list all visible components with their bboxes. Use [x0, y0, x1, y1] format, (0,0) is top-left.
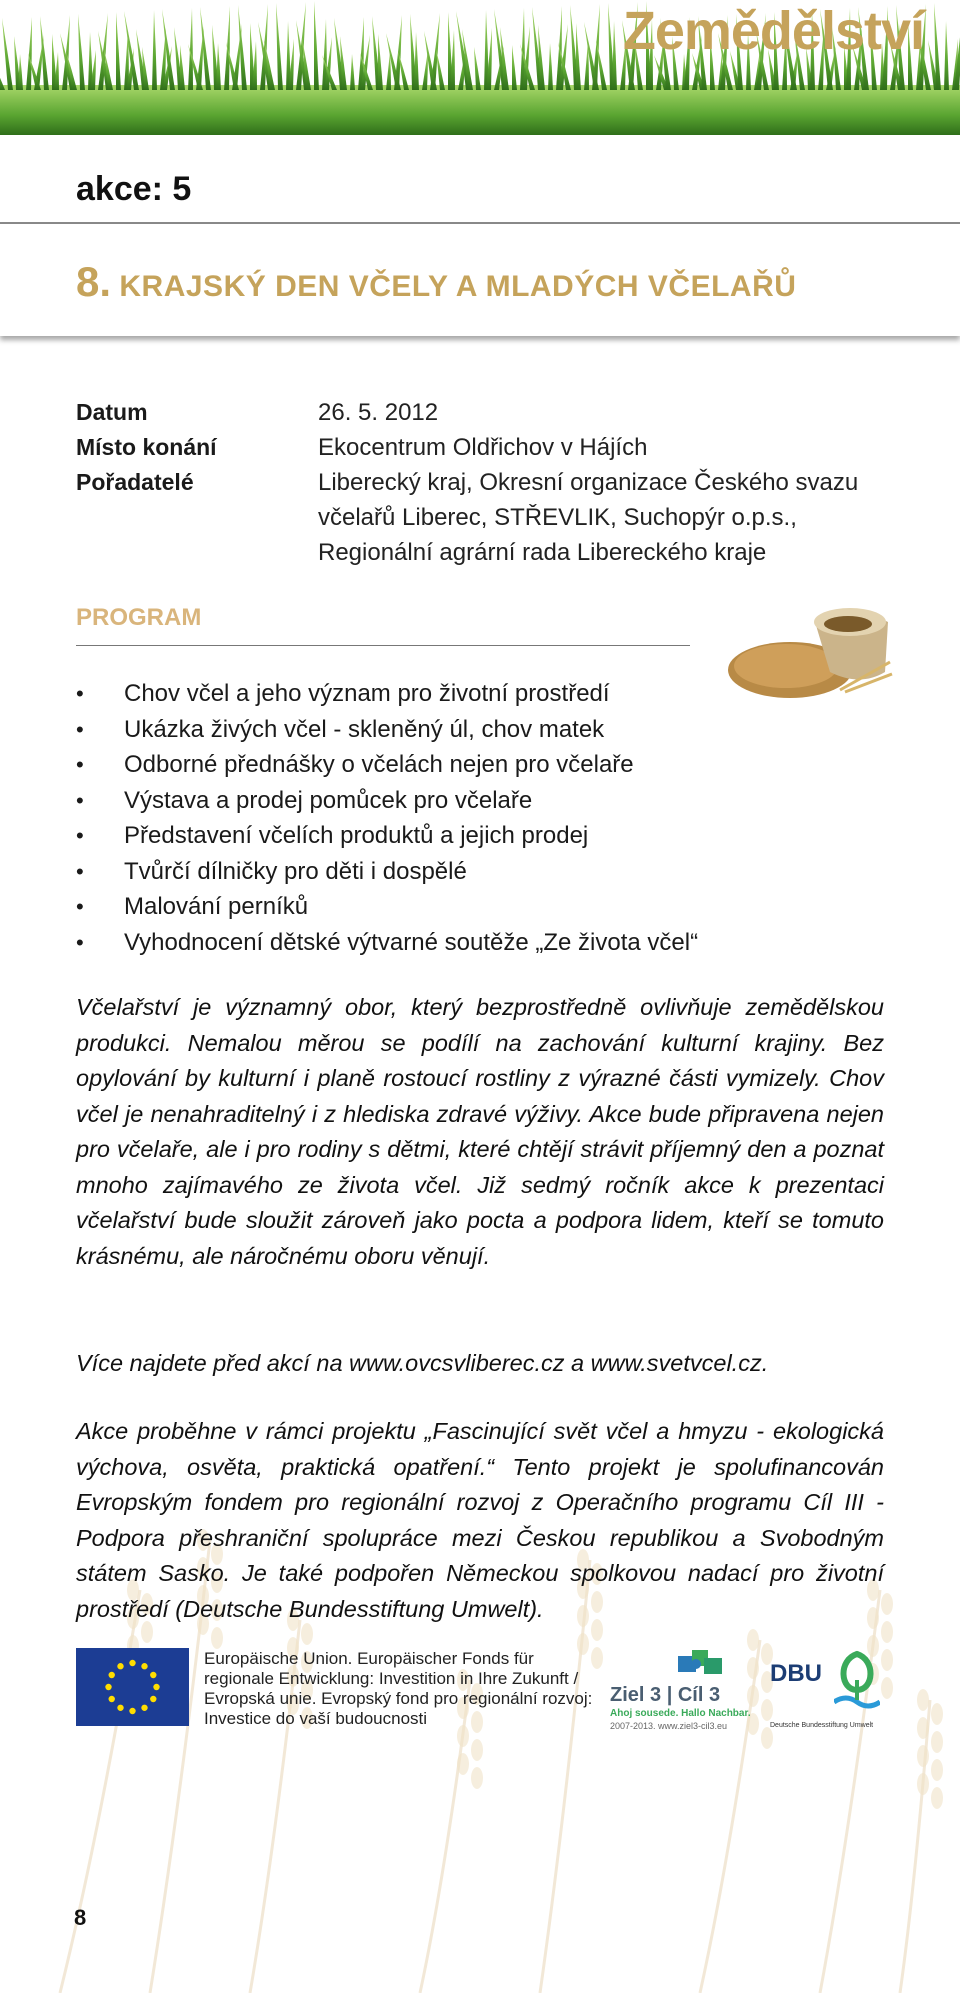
- bullet-icon: •: [76, 894, 84, 919]
- akce-label: akce: 5: [76, 170, 192, 208]
- info-value: Liberecký kraj, Okresní organizace Českého svazu: [318, 469, 859, 496]
- program-list: [76, 676, 698, 960]
- grain-sack-image: [720, 592, 900, 707]
- program-heading: PROGRAM: [76, 604, 202, 631]
- ziel3-slogan: Ahoj sousede. Hallo Nachbar.: [610, 1708, 751, 1719]
- bullet-icon: •: [76, 823, 84, 848]
- program-item-text: Vyhodnocení dětské výtvarné soutěže „Ze života včel“: [124, 928, 699, 956]
- info-label: Pořadatelé: [76, 469, 194, 495]
- dbu-logo: [766, 1648, 886, 1738]
- bullet-icon: •: [76, 787, 84, 813]
- info-label: [76, 535, 318, 570]
- list-item: [76, 889, 698, 925]
- info-row: [76, 535, 878, 570]
- list-item: [76, 712, 698, 748]
- program-item-text: Tvůrčí dílničky pro děti i dospělé: [124, 857, 467, 885]
- info-label: Datum: [76, 399, 148, 425]
- info-value: včelařů Liberec, STŘEVLIK, Suchopýr o.p.s.,: [318, 504, 797, 531]
- info-value: 26. 5. 2012: [318, 399, 439, 426]
- program-item-text: Představení včelích produktů a jejich prodej: [124, 822, 589, 849]
- event-info: [76, 395, 878, 570]
- program-item-text: Malování perníků: [124, 893, 309, 920]
- info-label: [76, 500, 318, 535]
- program-item-text: Ukázka živých včel - skleněný úl, chov matek: [124, 715, 605, 743]
- bullet-icon: •: [76, 752, 84, 777]
- dbu-title: DBU: [770, 1660, 822, 1687]
- page-number: 8: [74, 1905, 87, 1930]
- dbu-leaf-icon: [834, 1650, 880, 1714]
- info-row: [76, 395, 878, 430]
- bullet-icon: •: [76, 929, 84, 955]
- bullet-icon: •: [76, 681, 84, 706]
- info-row: [76, 500, 878, 535]
- info-row: [76, 430, 878, 465]
- list-item: [76, 676, 698, 712]
- program-item-text: Odborné přednášky o včelách nejen pro včelaře: [124, 751, 634, 778]
- description-paragraph: Včelařství je významný obor, který bezprostředně ovlivňuje zemědělskou produkci. Nemalou měrou se podílí na zachování kulturní krajiny. Bez opylování by kulturní i planě rostoucí rostliny z výrazné části vymizely. Chov včel je nenahraditelný i z hlediska zdravé výživy. Akce bude připravena nejen pro včelaře, ale i pro rodiny s dětmi, které chtějí strávit příjemný den a poznat mnoho zajímavého ze života včel. Již sedmý ročník akce k prezentaci včelařství bude sloužit zároveň jako pocta a podpora lidem, kteří se tomuto krásnému, ale náročnému oboru věnují.: [76, 994, 884, 1269]
- bullet-icon: •: [76, 858, 84, 884]
- list-item: [76, 925, 698, 961]
- info-row: [76, 465, 878, 500]
- ziel3-url: 2007-2013. www.ziel3-cil3.eu: [610, 1721, 728, 1731]
- event-title-text: KRAJSKÝ DEN VČELY A MLADÝCH VČELAŘŮ: [119, 270, 797, 303]
- list-item: [76, 818, 698, 854]
- program-divider: [76, 645, 690, 646]
- list-item: [76, 783, 698, 819]
- list-item: [76, 854, 698, 890]
- eu-funding-text: Europäische Union. Europäischer Fonds für regionale Entwicklung: Investition in Ihre Zukunft / Evropská unie. Evropský fond pro regionální rozvoj: Investice do vaší budoucnosti: [204, 1649, 593, 1728]
- more-info-paragraph: Více najdete před akcí na www.ovcsvliberec.cz a www.svetvcel.cz.: [76, 1350, 769, 1376]
- program-item-text: Výstava a prodej pomůcek pro včelaře: [124, 786, 533, 814]
- ziel3-logo: [606, 1646, 751, 1736]
- bullet-icon: •: [76, 716, 84, 742]
- info-value: Regionální agrární rada Libereckého kraje: [318, 539, 767, 566]
- info-value: Ekocentrum Oldřichov v Hájích: [318, 434, 648, 461]
- ziel3-title: Ziel 3 | Cíl 3: [610, 1684, 721, 1706]
- dbu-subtitle: Deutsche Bundesstiftung Umwelt: [770, 1722, 874, 1729]
- eu-flag-icon: [76, 1648, 189, 1726]
- project-paragraph: Akce proběhne v rámci projektu „Fascinující svět včel a hmyzu - ekologická výchova, osvěta, praktická opatření.“ Tento projekt je spolufinancován Evropským fondem pro regionální rozvoj z Operačního programu Cíl III - Podpora přeshraniční spolupráce mezi Českou republikou a Svobodným státem Sasko. Je také podpořen Německou spolkovou nadací pro životní prostředí (Deutsche Bundesstiftung Umwelt).: [76, 1418, 884, 1622]
- puzzle-icon: [606, 1646, 736, 1686]
- event-number: 8.: [76, 258, 112, 305]
- info-label: Místo konání: [76, 434, 217, 460]
- program-item-text: Chov včel a jeho význam pro životní prostředí: [124, 680, 610, 707]
- event-title: [76, 258, 796, 306]
- section-title: Zemědělství: [622, 1, 924, 61]
- list-item: [76, 747, 698, 783]
